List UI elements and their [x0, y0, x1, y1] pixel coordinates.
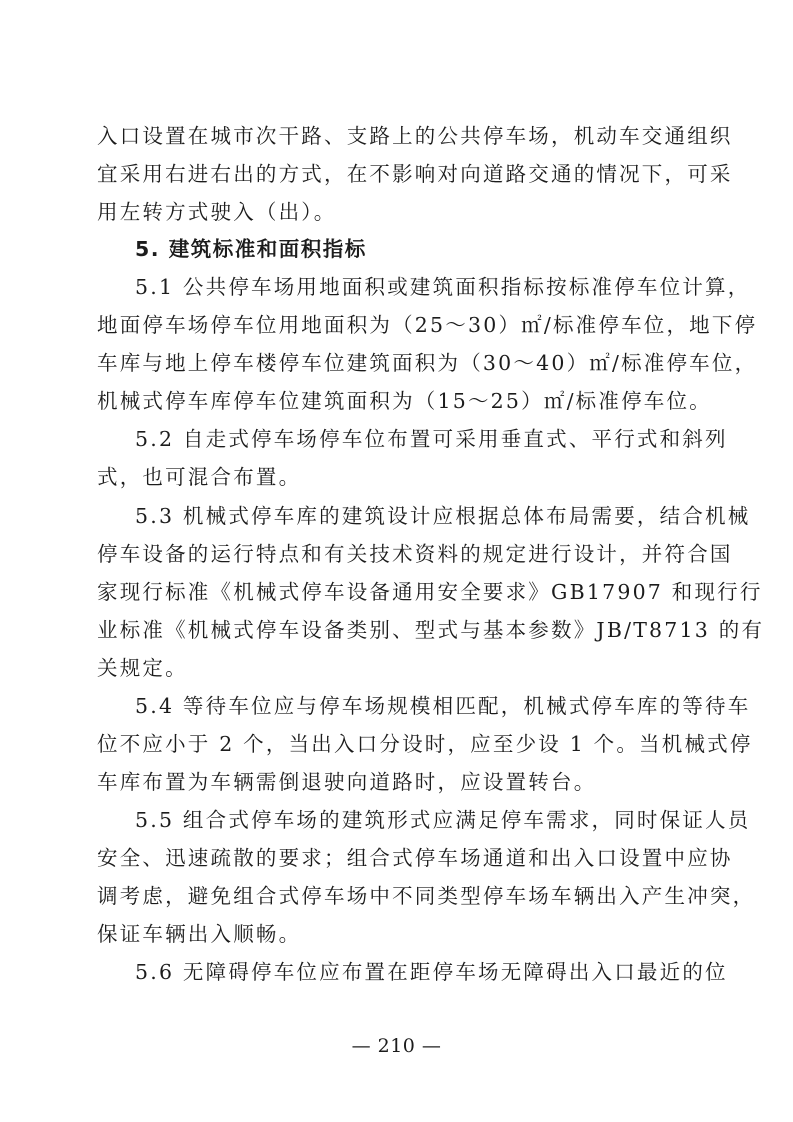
- paragraph-line: 关规定。: [97, 656, 188, 680]
- paragraph-line: 地面停车场停车位用地面积为（25～30）㎡/标准停车位，地下停: [97, 313, 758, 337]
- page-number: — 210 —: [351, 1035, 442, 1057]
- paragraph-line: 入口设置在城市次干路、支路上的公共停车场，机动车交通组织: [97, 124, 733, 148]
- paragraph-line: 业标准《机械式停车设备类别、型式与基本参数》JB/T8713 的有: [97, 618, 765, 642]
- paragraph-line: 5.2 自走式停车场停车位布置可采用垂直式、平行式和斜列: [135, 427, 728, 451]
- paragraph-line: 保证车辆出入顺畅。: [97, 922, 302, 946]
- paragraph-line: 停车设备的运行特点和有关技术资料的规定进行设计，并符合国: [97, 542, 733, 566]
- paragraph-line: 位不应小于 2 个，当出入口分设时，应至少设 1 个。当机械式停: [97, 732, 753, 756]
- paragraph-line: 机械式停车库停车位建筑面积为（15～25）㎡/标准停车位。: [97, 389, 712, 413]
- paragraph-line: 家现行标准《机械式停车设备通用安全要求》GB17907 和现行行: [97, 580, 763, 604]
- paragraph-line: 调考虑，避免组合式停车场中不同类型停车场车辆出入产生冲突，: [97, 884, 756, 908]
- paragraph-line: 宜采用右进右出的方式，在不影响对向道路交通的情况下，可采: [97, 162, 733, 186]
- paragraph-line: 5.1 公共停车场用地面积或建筑面积指标按标准停车位计算，: [135, 275, 751, 299]
- paragraph-line: 车库与地上停车楼停车位建筑面积为（30～40）㎡/标准停车位，: [97, 351, 758, 375]
- section-heading: 5. 建筑标准和面积指标: [135, 237, 367, 261]
- paragraph-line: 式，也可混合布置。: [97, 465, 302, 489]
- paragraph-line: 车库布置为车辆需倒退驶向道路时，应设置转台。: [97, 770, 597, 794]
- paragraph-line: 5.5 组合式停车场的建筑形式应满足停车需求，同时保证人员: [135, 808, 751, 832]
- paragraph-line: 5.4 等待车位应与停车场规模相匹配，机械式停车库的等待车: [135, 694, 751, 718]
- paragraph-line: 安全、迅速疏散的要求；组合式停车场通道和出入口设置中应协: [97, 846, 733, 870]
- paragraph-line: 用左转方式驶入（出）。: [97, 200, 337, 224]
- paragraph-line: 5.3 机械式停车库的建筑设计应根据总体布局需要，结合机械: [135, 504, 751, 528]
- paragraph-line: 5.6 无障碍停车位应布置在距停车场无障碍出入口最近的位: [135, 960, 728, 984]
